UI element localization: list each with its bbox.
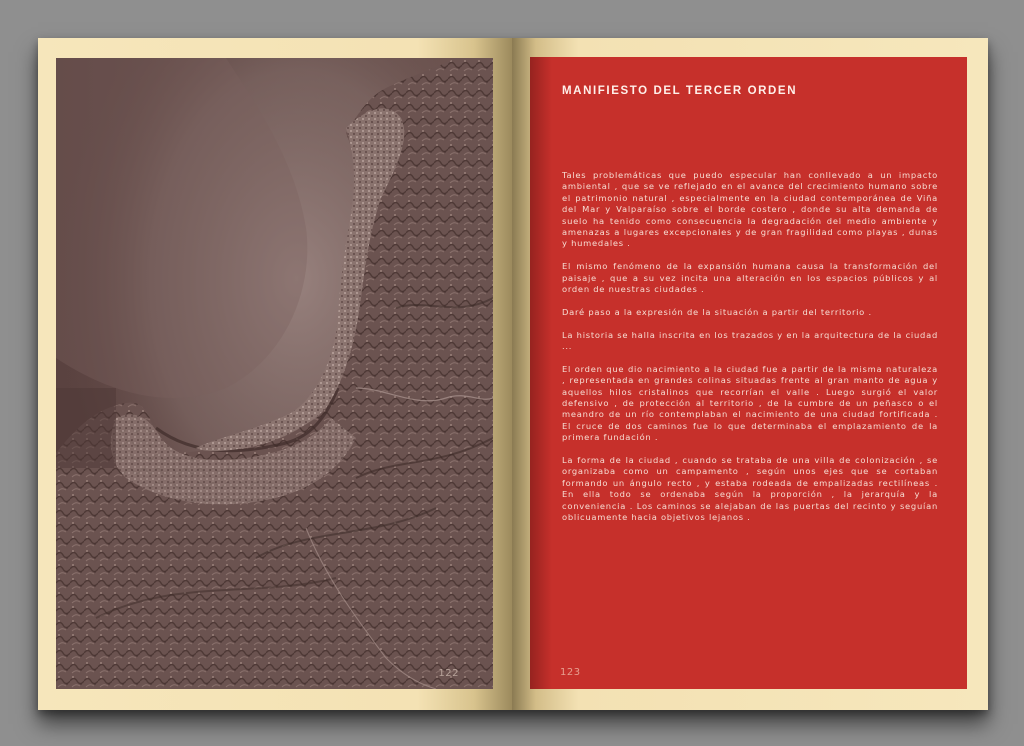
paragraph: El mismo fenómeno de la expansión humana causa la transformación del paisaje , que a su vez incita una alteración en los espacios públicos y al orden de nuestras ciudades . [562,261,938,295]
paragraph: La historia se halla inscrita en los trazados y en la arquitectura de la ciudad ... [562,329,938,352]
red-text-panel [530,57,967,689]
paragraph: Tales problemáticas que puedo especular han conllevado a un impacto ambiental , que se ve reflejado en el avance del crecimiento humano sobre el patrimonio natural , especialmente en la ciudad contemporánea de Viña del Mar y Valparaíso sobre el borde costero , donde su alta demanda de suelo ha tenido como consecuencia la degradación del medio ambiente y amenazas a lugares excepcionales y de gran fragilidad como playas , dunas y humedales . [562,170,938,249]
paragraph: Daré paso a la expresión de la situación a partir del territorio . [562,306,872,317]
satellite-image [56,58,493,689]
paragraph: El orden que dio nacimiento a la ciudad fue a partir de la misma naturaleza , representada en grandes colinas situadas frente al gran manto de agua y aquellos hilos cristalinos que recorrían el valle . Luego surgió el valor defensivo , de protección al territorio , de la cumbre de un peñasco o el meandro de un río contemplaban el nacimiento de una ciudad fortificada . El cruce de dos caminos fue lo que determinaba el emplazamiento de la primera fundación . [562,363,938,443]
right-page [512,38,988,710]
paragraph: La forma de la ciudad , cuando se trataba de una villa de colonización , se organizaba como un campamento , según unos ejes que se cortaban formando un ángulo recto , y estaba rodeada de empalizadas rectilíneas . En ella todo se ordenaba según la proporción , la jerarquía y la conveniencia . Los caminos se alejaban de las puertas del recinto y seguían oblicuamente hacia objetivos lejanos . [562,455,938,523]
body-text [562,170,938,535]
page-number-left: 122 [438,668,459,679]
left-page [38,38,512,710]
coastline-map-illustration [56,58,493,689]
page-title: MANIFIESTO DEL TERCER ORDEN [562,85,798,97]
gutter-shadow [530,57,552,689]
page-number-right: 123 [560,667,581,678]
open-book [38,38,988,710]
